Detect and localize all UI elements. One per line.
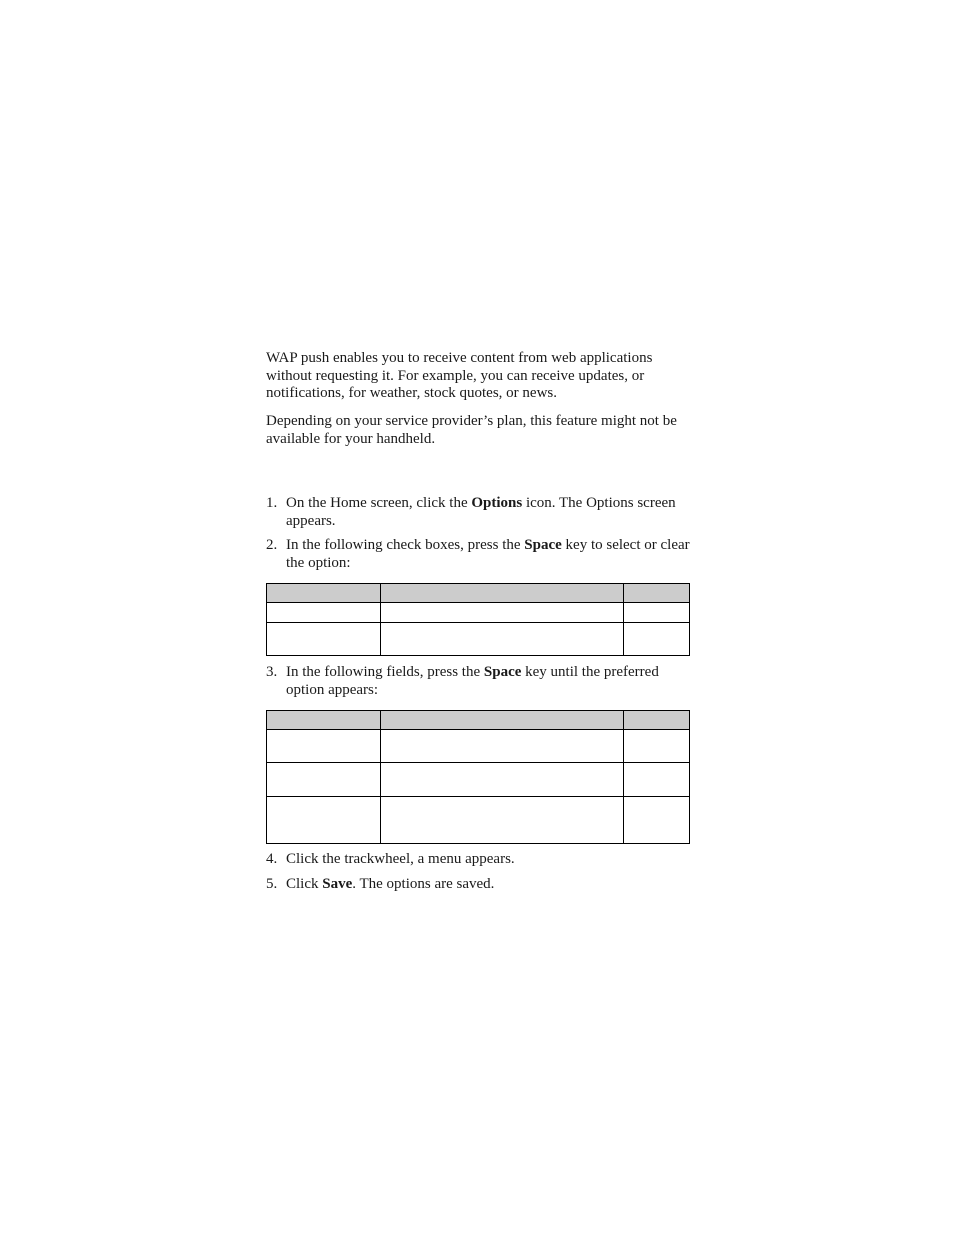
step-5 xyxy=(266,876,690,894)
step-1 xyxy=(266,495,690,530)
table-cell xyxy=(624,763,690,797)
table-row xyxy=(267,763,690,797)
table-cell xyxy=(381,763,624,797)
field-options-table xyxy=(266,710,690,844)
table-cell xyxy=(267,730,381,763)
step-number: 4. xyxy=(266,851,278,867)
table-header-row xyxy=(267,584,690,603)
table-cell xyxy=(381,797,624,844)
table-row xyxy=(267,623,690,656)
table-cell xyxy=(624,603,690,623)
table-cell xyxy=(624,797,690,844)
table-header-row xyxy=(267,711,690,730)
table-header-cell xyxy=(381,584,624,603)
table-row xyxy=(267,603,690,623)
step-3 xyxy=(266,664,690,699)
table-cell xyxy=(624,623,690,656)
step-4 xyxy=(266,851,690,869)
table-cell xyxy=(267,603,381,623)
table-header-cell xyxy=(381,711,624,730)
table-row xyxy=(267,730,690,763)
table-header-cell xyxy=(624,584,690,603)
table-cell xyxy=(381,603,624,623)
step-text: In the following fields, press the Space key until the preferred option appears: xyxy=(286,664,659,698)
step-text: On the Home screen, click the Options icon. The Options screen appears. xyxy=(286,495,676,529)
table-header-cell xyxy=(267,584,381,603)
intro-paragraph: WAP push enables you to receive content from web applications without requesting it. For example, you can receive updates, or notifications, for weather, stock quotes, or news. xyxy=(266,350,653,401)
availability-note: Depending on your service provider’s plan, this feature might not be available for your handheld. xyxy=(266,413,677,447)
table-header-cell xyxy=(624,711,690,730)
table-cell xyxy=(267,797,381,844)
step-text: Click Save. The options are saved. xyxy=(286,876,495,892)
table-header-cell xyxy=(267,711,381,730)
table-row xyxy=(267,797,690,844)
table-cell xyxy=(267,763,381,797)
space-keyword: Space xyxy=(483,664,522,680)
table-cell xyxy=(624,730,690,763)
step-number: 1. xyxy=(266,495,278,511)
step-number: 5. xyxy=(266,876,278,892)
save-keyword: Save xyxy=(322,876,353,892)
step-number: 3. xyxy=(266,664,278,680)
table-cell xyxy=(381,730,624,763)
space-keyword: Space xyxy=(524,537,562,553)
checkbox-options-table xyxy=(266,583,690,656)
step-2 xyxy=(266,537,690,572)
step-text: Click the trackwheel, a menu appears. xyxy=(286,851,515,867)
table-cell xyxy=(267,623,381,656)
step-text: In the following check boxes, press the Space key to select or clear the option: xyxy=(286,537,690,571)
table-cell xyxy=(381,623,624,656)
step-number: 2. xyxy=(266,537,278,553)
options-keyword: Options xyxy=(471,495,523,511)
